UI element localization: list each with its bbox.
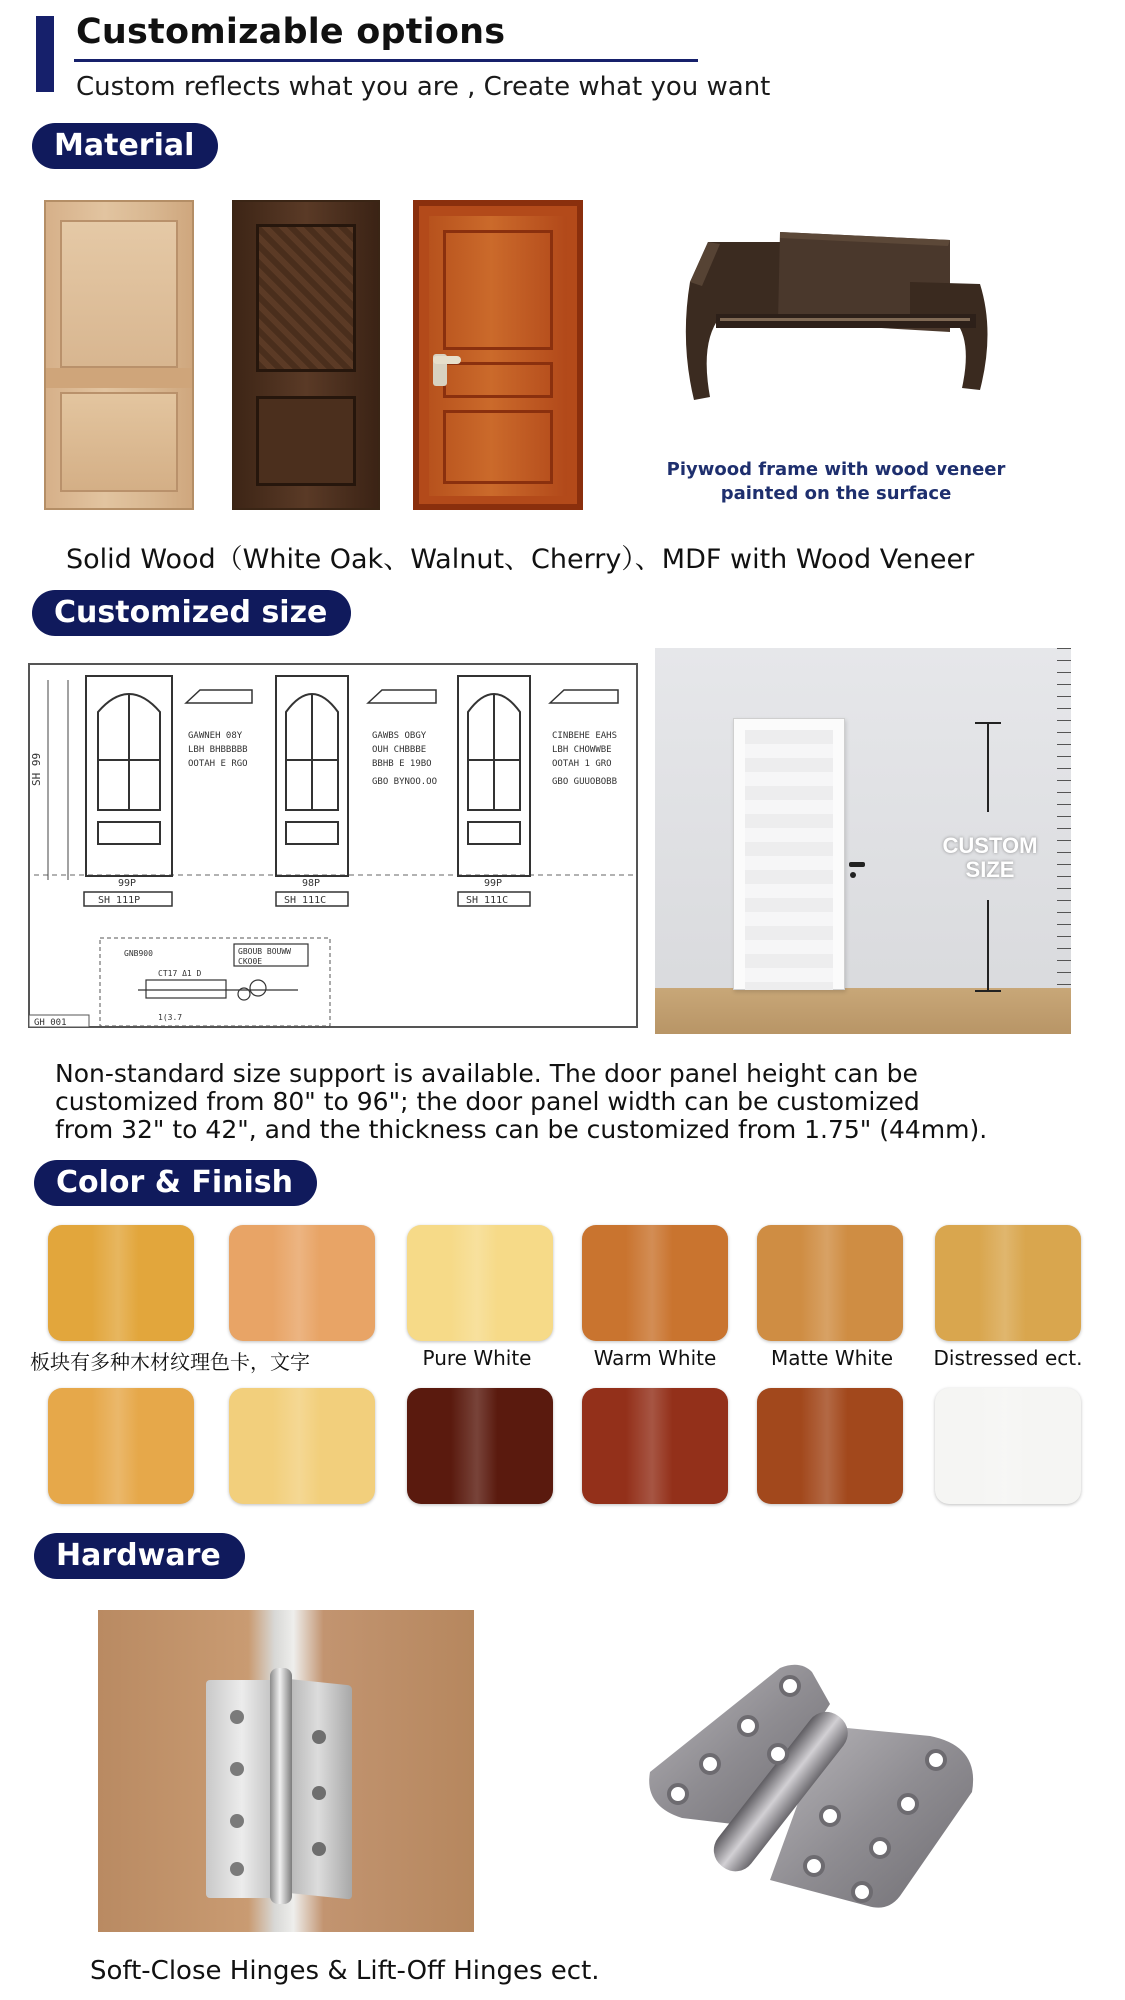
size-description bbox=[55, 1060, 1095, 1144]
frame-caption-line1: Piywood frame with wood veneer bbox=[666, 459, 1006, 480]
material-caption: Solid Wood（White Oak、Walnut、Cherry）、MDF with Wood Veneer bbox=[66, 544, 975, 575]
color-swatch-6[interactable] bbox=[935, 1225, 1081, 1341]
svg-text:GNB900: GNB900 bbox=[124, 949, 153, 958]
hardware-heading: Hardware bbox=[34, 1533, 245, 1579]
svg-text:OOTAH 1 GRO: OOTAH 1 GRO bbox=[552, 759, 612, 769]
color-swatch-12[interactable] bbox=[935, 1388, 1081, 1504]
color-swatch-1[interactable] bbox=[48, 1225, 194, 1341]
svg-text:GH 001: GH 001 bbox=[34, 1018, 67, 1028]
svg-text:98P: 98P bbox=[302, 878, 321, 889]
svg-text:GAWNEH 08Y: GAWNEH 08Y bbox=[188, 731, 243, 741]
plywood-frame-image bbox=[680, 222, 1000, 402]
color-swatch-4[interactable] bbox=[582, 1225, 728, 1341]
svg-text:BBHB E 19BO: BBHB E 19BO bbox=[372, 759, 432, 769]
page-title: Customizable options bbox=[76, 12, 506, 52]
svg-text:GBOUB BOUWW: GBOUB BOUWW bbox=[238, 947, 291, 956]
walnut-door-image bbox=[232, 200, 380, 510]
color-swatch-2[interactable] bbox=[229, 1225, 375, 1341]
svg-text:CINBEHE EAHS: CINBEHE EAHS bbox=[552, 731, 618, 741]
color-swatch-11[interactable] bbox=[757, 1388, 903, 1504]
swatch-label-matte-white: Matte White bbox=[770, 1346, 893, 1370]
custom-size-label-line2: SIZE bbox=[965, 857, 1015, 882]
svg-text:GBO BYNOO.OO: GBO BYNOO.OO bbox=[372, 777, 438, 787]
svg-text:OOTAH E RGO: OOTAH E RGO bbox=[188, 759, 248, 769]
svg-text:OUH CHBBBE: OUH CHBBBE bbox=[372, 745, 427, 755]
white-oak-door-image bbox=[44, 200, 194, 510]
customized-size-heading: Customized size bbox=[32, 590, 351, 636]
color-swatch-9[interactable] bbox=[407, 1388, 553, 1504]
color-swatch-3[interactable] bbox=[407, 1225, 553, 1341]
lift-off-hinge-image bbox=[630, 1656, 1000, 1916]
hardware-caption: Soft-Close Hinges & Lift-Off Hinges ect. bbox=[90, 1956, 600, 1986]
custom-size-label bbox=[925, 834, 1055, 882]
color-swatch-10[interactable] bbox=[582, 1388, 728, 1504]
custom-size-label-line1: CUSTOM bbox=[942, 833, 1038, 858]
svg-text:SH 99: SH 99 bbox=[30, 752, 43, 786]
page-subtitle: Custom reflects what you are , Create what you want bbox=[76, 72, 771, 102]
butt-hinge-photo bbox=[98, 1610, 474, 1932]
color-swatch-7[interactable] bbox=[48, 1388, 194, 1504]
swatch-label-pure-white: Pure White bbox=[422, 1346, 532, 1370]
frame-caption-line2: painted on the surface bbox=[720, 483, 952, 504]
svg-text:LBH BHBBBBB: LBH BHBBBBB bbox=[188, 745, 248, 755]
swatch-label-warm-white: Warm White bbox=[593, 1346, 717, 1370]
swatch-label-wood-grain: 板块有多种木材纹理色卡，文字 bbox=[30, 1350, 310, 1374]
custom-size-photo bbox=[655, 648, 1071, 1034]
color-finish-heading: Color & Finish bbox=[34, 1160, 317, 1206]
size-description-line2: customized from 80" to 96"; the door panel width can be customized bbox=[55, 1087, 920, 1116]
color-swatch-5[interactable] bbox=[757, 1225, 903, 1341]
svg-text:CT17 Δ1 D: CT17 Δ1 D bbox=[158, 969, 202, 978]
svg-text:99P: 99P bbox=[118, 878, 137, 889]
svg-text:99P: 99P bbox=[484, 878, 503, 889]
svg-text:CKO0E: CKO0E bbox=[238, 957, 263, 966]
svg-text:LBH CHOWWBE: LBH CHOWWBE bbox=[552, 745, 612, 755]
svg-text:1(3.7: 1(3.7 bbox=[158, 1013, 183, 1022]
ruler bbox=[1057, 648, 1071, 988]
size-description-line1: Non-standard size support is available. The door panel height can be bbox=[55, 1059, 918, 1088]
cherry-door-image bbox=[413, 200, 583, 510]
color-swatch-8[interactable] bbox=[229, 1388, 375, 1504]
title-underline bbox=[74, 59, 698, 62]
svg-text:GAWBS OBGY: GAWBS OBGY bbox=[372, 731, 427, 741]
svg-text:GBO GUUOBOBB: GBO GUUOBOBB bbox=[552, 777, 618, 787]
svg-text:SH 111C: SH 111C bbox=[284, 895, 327, 906]
svg-text:SH 111C: SH 111C bbox=[466, 895, 509, 906]
material-heading: Material bbox=[32, 123, 218, 169]
header-accent-bar bbox=[36, 16, 54, 92]
frame-caption bbox=[656, 458, 1016, 506]
size-description-line3: from 32" to 42", and the thickness can be customized from 1.75" (44mm). bbox=[55, 1115, 988, 1144]
swatch-label-distressed: Distressed ect. bbox=[933, 1346, 1083, 1370]
door-size-drawing bbox=[28, 660, 640, 1030]
svg-text:SH 111P: SH 111P bbox=[98, 895, 141, 906]
